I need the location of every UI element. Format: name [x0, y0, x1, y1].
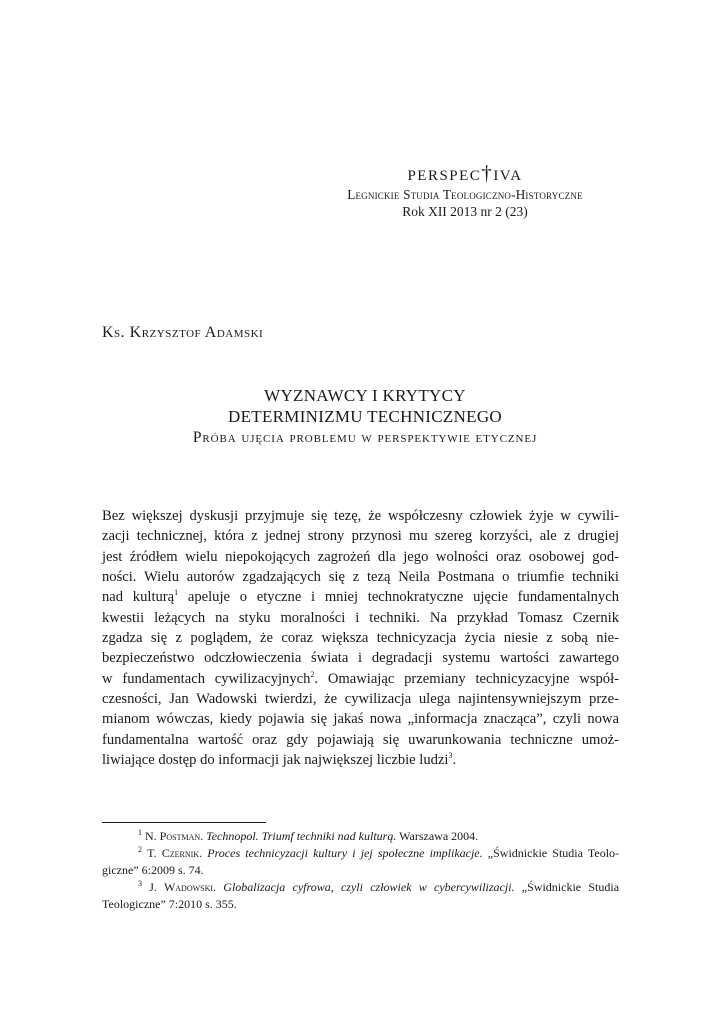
body-line: czesności, Jan Wadowski twierdzi, że cywilizacja ulega najintensywniejszym prze- — [102, 691, 619, 708]
footnote-author: J. Wadowski. — [149, 880, 217, 894]
body-text-run: liwiające dostęp do informacji jak największej liczbie ludzi — [102, 752, 449, 769]
footnote-1 — [102, 828, 619, 845]
footnote-number: 3 — [138, 879, 142, 888]
body-text-run: . — [452, 752, 457, 769]
article-title — [80, 385, 650, 448]
footnote-author: T. Czernik. — [147, 846, 203, 860]
footnote-source: Warszawa 2004. — [399, 829, 479, 843]
footnote-line: giczne” 6:2009 s. 74. — [102, 863, 204, 877]
footnote-number: 2 — [138, 845, 142, 854]
footnote-ref-2[interactable]: 2 — [310, 669, 315, 679]
body-text-run: nad kulturą — [102, 589, 175, 606]
body-line: mianom wówczas, kiedy pojawia się jakaś nowa „informacja znacząca”, czyli nowa — [102, 711, 619, 728]
body-line: zgadza się z poglądem, że coraz większa technicyzacja życia niesie z sobą nie- — [102, 630, 619, 647]
body-line: kwestii leżących na styku moralności i techniki. Na przykład Tomasz Czernik — [102, 609, 619, 626]
footnotes — [102, 828, 619, 913]
footnote-ref-1[interactable]: 1 — [174, 588, 179, 598]
body-line: bezpieczeństwo odczłowieczenia świata i degradacji systemu wartości zawartego — [102, 650, 619, 667]
footnote-title: Technopol. Triumf techniki nad kulturą. — [206, 829, 397, 843]
body-line — [102, 669, 619, 689]
footnote-3 — [102, 879, 619, 913]
journal-name: perspec†iva — [407, 161, 523, 185]
body-line: ności. Wielu autorów zgadzających się z tezą Neila Postmana o triumfie techniki — [102, 569, 619, 586]
article-subtitle: Próba ujęcia problemu w perspektywie etycznej — [192, 429, 538, 446]
footnote-source: „Świdnickie Studia — [521, 880, 620, 894]
footnote-ref-3[interactable]: 3 — [448, 751, 453, 761]
body-line — [102, 587, 619, 607]
body-line: Bez większej dyskusji przyjmuje się tezę, że współczesny człowiek żyje w cywili- — [102, 508, 619, 524]
body-line: jest źródłem wielu niepokojących zagrożeń dla jego wolności oraz osobowej god- — [102, 548, 619, 565]
body-text-run: apeluje o etyczne i mniej technokratyczne ujęcie fundamentalnych — [178, 589, 619, 606]
footnote-title: Proces technicyzacji kultury i jej społeczne implikacje. — [207, 846, 483, 860]
footnote-source: „Świdnickie Studia Teolo- — [487, 846, 620, 860]
footnote-number: 1 — [138, 828, 142, 837]
body-line: zacji technicznej, która z jednej strony przynosi mu szereg korzyści, ale z drugiej — [102, 528, 619, 545]
body-text-run: w fundamentach cywilizacyjnych — [102, 670, 311, 687]
journal-subtitle: Legnickie Studia Teologiczno-Historyczne — [347, 187, 583, 202]
author-name: Ks. Krzysztof Adamski — [102, 324, 264, 341]
footnote-line — [102, 879, 619, 896]
title-line-2: DETERMINIZMU TECHNICZNEGO — [228, 407, 502, 426]
body-paragraph — [102, 506, 619, 770]
title-line-1: WYZNAWCY I KRYTYCY — [264, 386, 466, 405]
body-line — [102, 750, 619, 770]
footnote-author: N. Postman. — [145, 829, 204, 843]
footnote-line: Teologiczne” 7:2010 s. 355. — [102, 897, 237, 911]
footnote-line — [102, 845, 619, 862]
footnote-2 — [102, 845, 619, 879]
journal-issue: Rok XII 2013 nr 2 (23) — [402, 204, 528, 219]
footnote-divider — [102, 822, 266, 823]
footnote-line — [102, 828, 619, 845]
footnote-title: Globalizacja cyfrowa, czyli człowiek w cybercywilizacji. — [223, 880, 515, 894]
body-text-run: . Omawiając przemiany technicyzacyjne współ- — [314, 670, 620, 687]
body-line: fundamentalna wartość oraz gdy pojawiają się uwarunkowania techniczne umoż- — [102, 731, 619, 748]
journal-header — [310, 160, 620, 220]
